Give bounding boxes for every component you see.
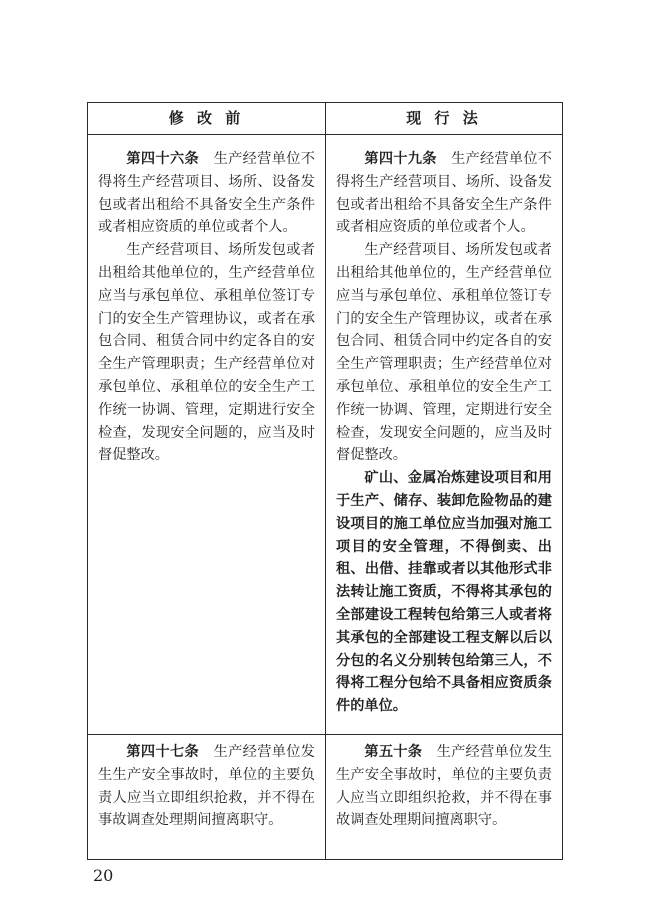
- article-49-para-2: 生产经营项目、场所发包或者出租给其他单位的，生产经营单位应当与承包单位、承租单位签订专门的安全生产管理协议，或者在承包合同、租赁合同中约定各自的安全生产管理职责；生产经营单位对承包单位、承租单位的安全生产工作统一协调、管理，定期进行安全检查，发现安全问题的，应当及时督促整改。: [336, 242, 552, 464]
- article-46-para-2: 生产经营项目、场所发包或者出租给其他单位的，生产经营单位应当与承包单位、承租单位签订专门的安全生产管理协议，或者在承包合同、租赁合同中约定各自的安全生产管理职责；生产经营单位对承包单位、承租单位的安全生产工作统一协调、管理，定期进行安全检查，发现安全问题的，应当及时督促整改。: [98, 242, 315, 464]
- header-before-revision: 修 改 前: [168, 109, 245, 127]
- article-46-para-1: [98, 148, 315, 239]
- article-49-para-1: [336, 148, 552, 239]
- article-46-number: 第四十六条: [126, 151, 200, 167]
- article-47-para-1: [98, 741, 315, 832]
- cell-article-47: [88, 741, 325, 832]
- article-47-para-1-text: 生产经营单位发生生产安全事故时，单位的主要负责人应当立即组织抢救，并不得在事故调查处理期间擅离职守。: [98, 744, 315, 829]
- article-46-para-1-text: 生产经营单位不得将生产经营项目、场所、设备发包或者出租给不具备安全生产条件或者相应资质的单位或者个人。: [98, 151, 315, 236]
- article-50-para-1: [336, 741, 552, 832]
- comparison-table: [87, 102, 563, 860]
- article-50-para-1-text: 生产经营单位发生生产安全事故时，单位的主要负责人应当立即组织抢救，并不得在事故调查处理期间擅离职守。: [336, 744, 552, 829]
- cell-article-50: [326, 741, 562, 832]
- cell-article-49: [326, 148, 562, 718]
- header-divider: [88, 134, 562, 135]
- article-49-para-1-text: 生产经营单位不得将生产经营项目、场所、设备发包或者出租给不具备安全生产条件或者相应资质的单位或者个人。: [336, 151, 552, 236]
- article-50-number: 第五十条: [364, 744, 423, 760]
- article-47-number: 第四十七条: [126, 744, 200, 760]
- article-49-para-3: 矿山、金属冶炼建设项目和用于生产、储存、装卸危险物品的建设项目的施工单位应当加强对施工项目的安全管理，不得倒卖、出租、出借、挂靠或者以其他形式非法转让施工资质，不得将其承包的全部建设工程转包给第三人或者将其承包的全部建设工程支解以后以分包的名义分别转包给第三人，不得将工程分包给不具备相应资质条件的单位。: [336, 470, 552, 715]
- header-current-law: 现 行 法: [406, 109, 482, 127]
- cell-article-46: [88, 148, 325, 467]
- row-divider: [88, 734, 562, 735]
- article-49-number: 第四十九条: [364, 151, 437, 167]
- page-number: 20: [93, 866, 114, 885]
